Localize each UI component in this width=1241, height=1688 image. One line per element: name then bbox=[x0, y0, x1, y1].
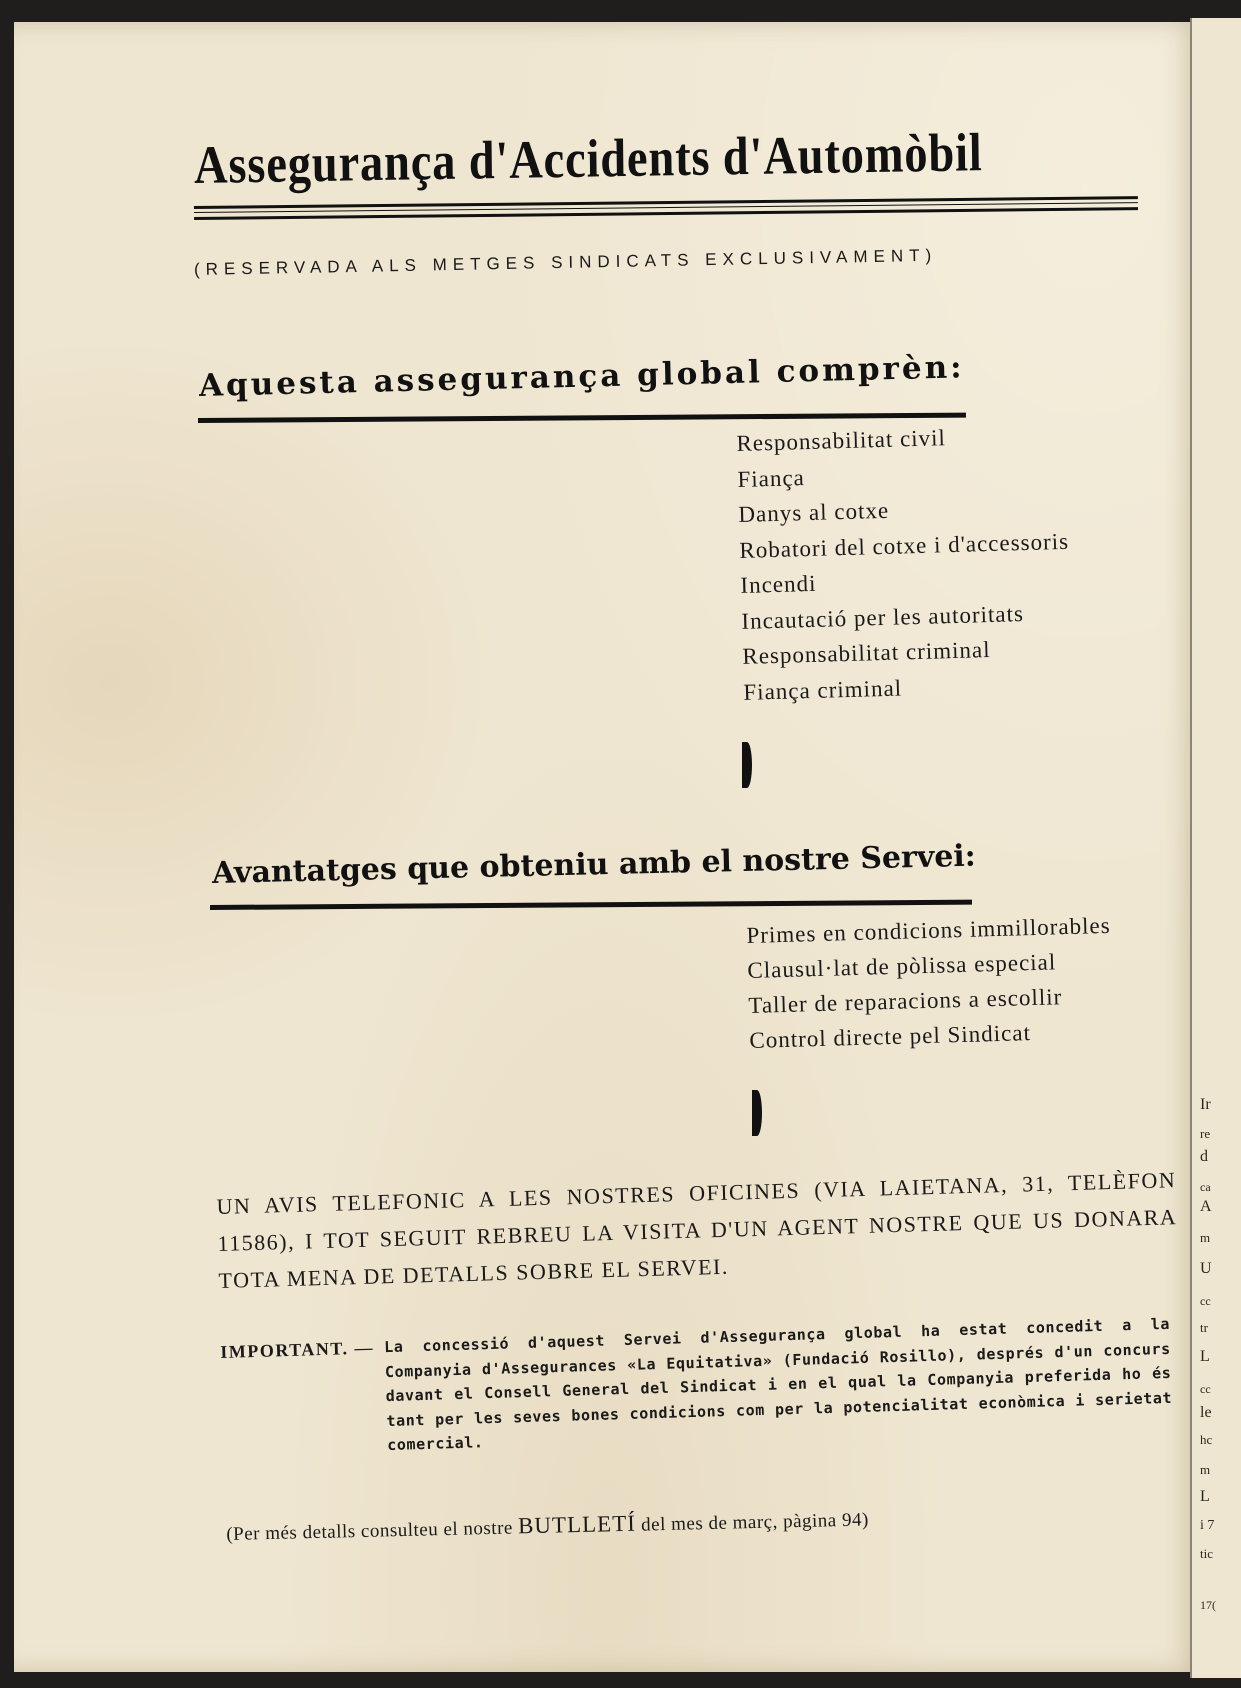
list-item: Fiança criminal bbox=[743, 674, 903, 705]
footnote-text-after: del mes de març, pàgina 94) bbox=[640, 1509, 870, 1536]
adjacent-fragment: d bbox=[1200, 1148, 1208, 1165]
adjacent-fragment: m bbox=[1200, 1462, 1211, 1477]
adjacent-fragment: tic bbox=[1200, 1546, 1213, 1561]
section-ornament bbox=[752, 1090, 762, 1136]
title-double-rule bbox=[194, 196, 1138, 220]
adjacent-page-edge bbox=[1190, 18, 1241, 1678]
list-item: Responsabilitat criminal bbox=[742, 636, 991, 669]
adjacent-fragment: m bbox=[1200, 1230, 1211, 1245]
list-item: Incendi bbox=[740, 570, 817, 598]
adjacent-fragment: hc bbox=[1200, 1432, 1213, 1447]
coverage-heading: Aquesta assegurança global comprèn: bbox=[198, 349, 966, 404]
adjacent-fragment: A bbox=[1200, 1198, 1212, 1215]
important-label: IMPORTANT. — bbox=[220, 1337, 375, 1362]
list-item: Primes en condicions immillorables bbox=[746, 912, 1111, 948]
adjacent-fragment: cc bbox=[1200, 1294, 1211, 1308]
adjacent-fragment: L bbox=[1200, 1488, 1210, 1505]
list-item: Robatori del cotxe i d'accessoris bbox=[739, 528, 1070, 563]
list-item: Fiança bbox=[737, 464, 806, 492]
bulletin-reference bbox=[226, 1505, 869, 1546]
list-item: Taller de reparacions a escollir bbox=[748, 984, 1063, 1018]
list-item: Clausul·lat de pòlissa especial bbox=[747, 949, 1057, 983]
important-notice bbox=[220, 1312, 1173, 1463]
adjacent-fragment: ca bbox=[1200, 1180, 1211, 1194]
list-item: Responsabilitat civil bbox=[736, 425, 947, 456]
section-ornament bbox=[742, 742, 752, 788]
list-item: Incautació per les autoritats bbox=[741, 600, 1025, 634]
advantages-heading-underline bbox=[210, 900, 972, 910]
important-text: La concessió d'aquest Servei d'Assegurança global ha estat concedit a la Companyia d'Assegurances «La Equitativa» (Fundació Rosillo), després d'un concurs davant el Consell General del Sindicat i en el qual la Companyia preferida ho és tant per les seves bones condicions com per la potencialitat econòmica i serietat comercial. bbox=[384, 1314, 1173, 1455]
adjacent-fragment: cc bbox=[1200, 1382, 1211, 1396]
coverage-list bbox=[736, 417, 1073, 710]
reservation-note: (RESERVADA ALS METGES SINDICATS EXCLUSIVAMENT) bbox=[193, 245, 938, 279]
list-item: Danys al cotxe bbox=[738, 497, 890, 527]
adjacent-fragment: i 7 bbox=[1200, 1518, 1215, 1533]
list-item: Control directe pel Sindicat bbox=[749, 1020, 1032, 1053]
adjacent-fragment: U bbox=[1200, 1260, 1212, 1277]
page-title: Assegurança d'Accidents d'Automòbil bbox=[193, 122, 983, 195]
adjacent-fragment: Ir bbox=[1200, 1096, 1211, 1113]
footnote-text-before: (Per més detalls consulteu el nostre bbox=[226, 1517, 514, 1545]
adjacent-fragment: 17( bbox=[1200, 1598, 1216, 1612]
adjacent-fragment: le bbox=[1200, 1404, 1212, 1421]
document-page bbox=[14, 22, 1204, 1672]
phone-notice: UN AVIS TELEFONIC A LES NOSTRES OFICINES (VIA LAIETANA, 31, TELÈFON 11586), I TOT SEGUIT REBREU LA VISITA D'UN AGENT NOSTRE QUE US DONARA TOTA MENA DE DETALLS SOBRE EL SERVEI. bbox=[216, 1167, 1178, 1293]
coverage-heading-underline bbox=[198, 413, 966, 423]
adjacent-fragment: L bbox=[1200, 1348, 1210, 1365]
adjacent-fragment: tr bbox=[1200, 1320, 1208, 1335]
adjacent-fragment: re bbox=[1200, 1126, 1211, 1141]
footnote-bulletin: BUTLLETÍ bbox=[517, 1510, 637, 1539]
advantages-list bbox=[746, 908, 1114, 1058]
advantages-heading: Avantatges que obteniu amb el nostre Servei: bbox=[211, 838, 977, 891]
